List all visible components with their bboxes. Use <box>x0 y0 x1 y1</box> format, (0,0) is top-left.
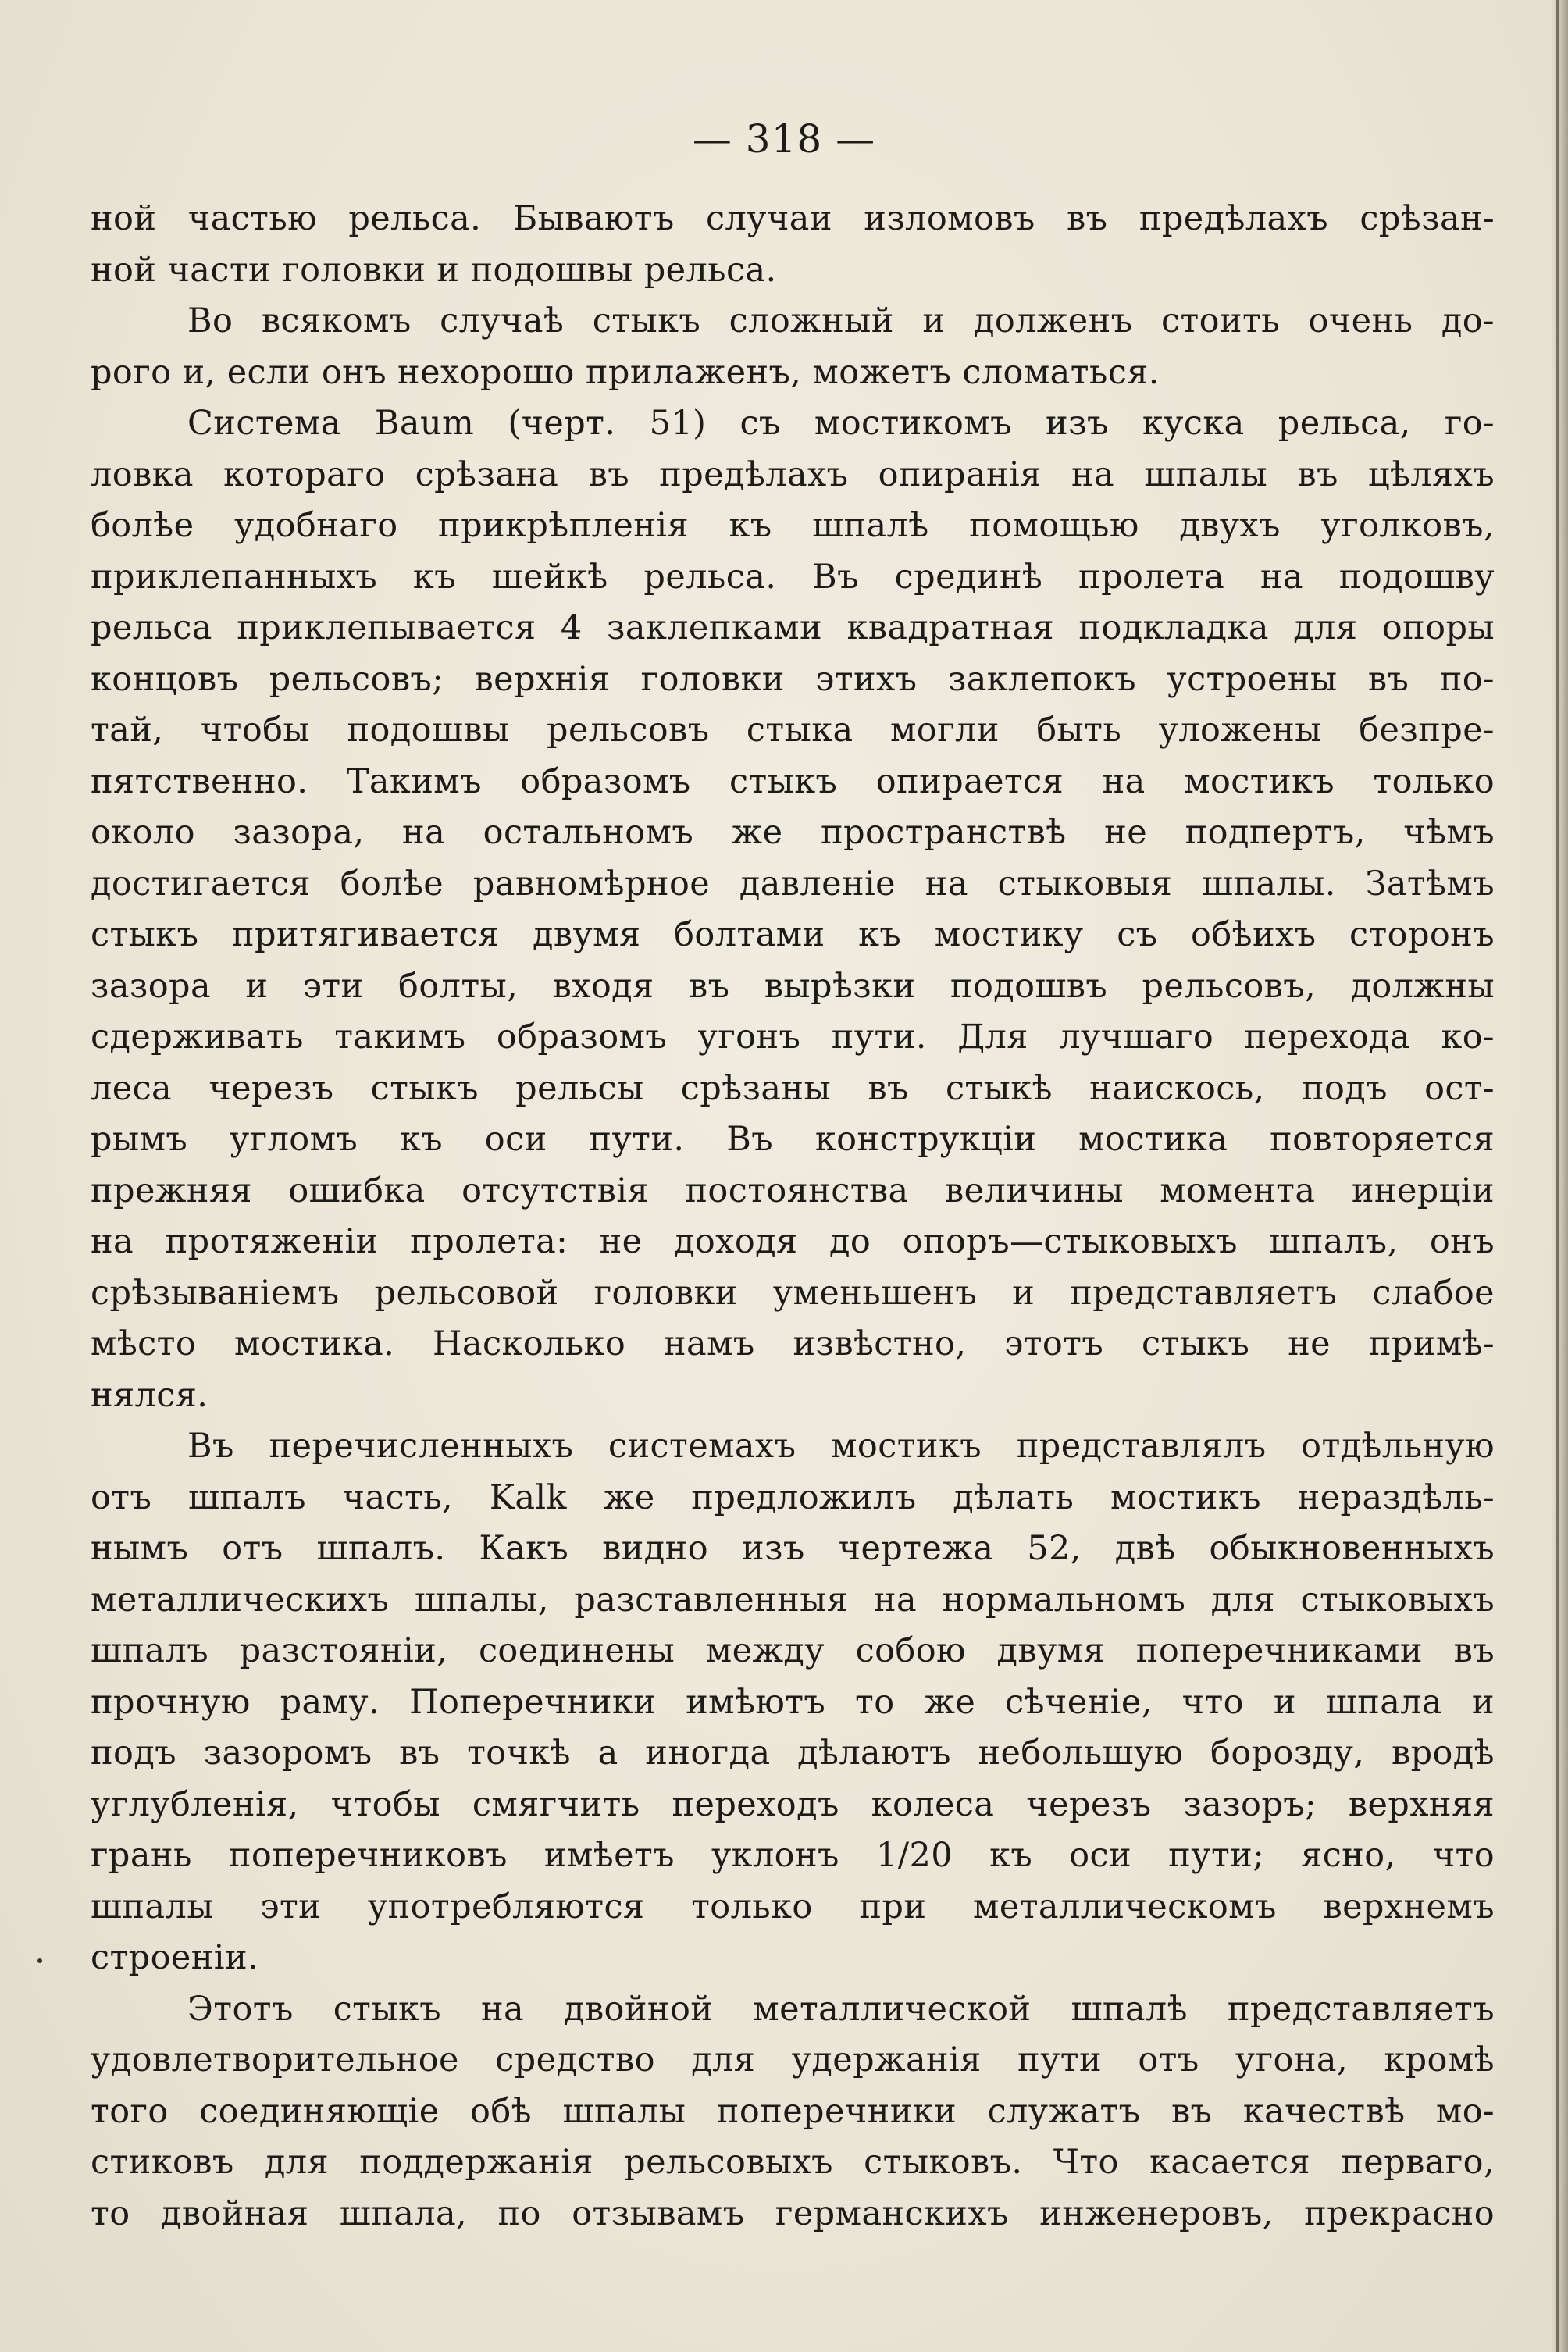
paragraph <box>91 296 1495 398</box>
text-line: рого и, если онъ нехорошо прилаженъ, можетъ сломаться. <box>91 352 1160 392</box>
text-line: шпалы эти употребляются только при металлическомъ верхнемъ <box>91 1887 1495 1926</box>
text-line: рельса приклепывается 4 заклепками квадратная подкладка для опоры <box>91 608 1495 647</box>
text-line: срѣзываніемъ рельсовой головки уменьшенъ и представляетъ слабое <box>91 1273 1495 1313</box>
text-line: сдерживать такимъ образомъ угонъ пути. Для лучшаго перехода ко- <box>91 1017 1495 1057</box>
paragraph <box>91 194 1495 296</box>
text-line: подъ зазоромъ въ точкѣ a иногда дѣлаютъ небольшую борозду, вродѣ <box>91 1734 1495 1773</box>
text-line: зазора и эти болты, входя въ вырѣзки подошвъ рельсовъ, должны <box>91 966 1495 1006</box>
text-line: шпалъ разстояніи, соединены между собою двумя поперечниками въ <box>91 1631 1495 1670</box>
text-line: рымъ угломъ къ оси пути. Въ конструкціи мостика повторяется <box>91 1120 1495 1159</box>
text-line: концовъ рельсовъ; верхнія головки этихъ заклепокъ устроены въ по- <box>91 659 1495 699</box>
text-line: грань поперечниковъ имѣетъ уклонъ 1/20 къ оси пути; ясно, что <box>91 1836 1495 1875</box>
paragraph <box>91 1984 1495 2240</box>
text-line: Во всякомъ случаѣ стыкъ сложный и долженъ стоить очень до- <box>187 301 1495 340</box>
text-line: Этотъ стыкъ на двойной металлической шпалѣ представляетъ <box>187 1989 1495 2029</box>
text-line: тай, чтобы подошвы рельсовъ стыка могли быть уложены безпре- <box>91 711 1495 750</box>
text-line: болѣе удобнаго прикрѣпленія къ шпалѣ помощью двухъ уголковъ, <box>91 506 1495 545</box>
text-line: ловка котораго срѣзана въ предѣлахъ опиранія на шпалы въ цѣляхъ <box>91 454 1495 494</box>
text-line: углубленія, чтобы смягчить переходъ колеса черезъ зазоръ; верхняя <box>91 1784 1495 1824</box>
text-line: прочную раму. Поперечники имѣютъ то же сѣченіе, что и шпала и <box>91 1682 1495 1722</box>
text-line: нялся. <box>91 1375 208 1415</box>
text-line: удовлетворительное средство для удержанія пути отъ угона, кромѣ <box>91 2040 1495 2079</box>
text-line: около зазора, на остальномъ же пространствѣ не подпертъ, чѣмъ <box>91 813 1495 852</box>
text-line: отъ шпалъ часть, Kalk же предложилъ дѣлать мостикъ нераздѣль- <box>91 1477 1495 1517</box>
text-line: ной частью рельса. Бываютъ случаи изломовъ въ предѣлахъ срѣзан- <box>91 199 1495 238</box>
page-spine-shadow <box>1551 0 1568 2352</box>
text-line: металлическихъ шпалы, разставленныя на нормальномъ для стыковыхъ <box>91 1580 1495 1620</box>
page-edge-line <box>1556 0 1559 2352</box>
text-line: того соединяющіе обѣ шпалы поперечники служатъ въ качествѣ мо- <box>91 2091 1495 2131</box>
page-number: — 318 — <box>692 116 876 162</box>
text-line: Система Baum (черт. 51) съ мостикомъ изъ куска рельса, го- <box>187 404 1495 443</box>
text-line: нымъ отъ шпалъ. Какъ видно изъ чертежа 52, двѣ обыкновенныхъ <box>91 1529 1495 1568</box>
text-line: стиковъ для поддержанія рельсовыхъ стыковъ. Что касается перваго, <box>91 2143 1495 2182</box>
text-line: строеніи. <box>91 1938 259 1977</box>
text-line: приклепанныхъ къ шейкѣ рельса. Въ срединѣ пролета на подошву <box>91 557 1495 597</box>
body-text <box>91 194 1495 2240</box>
text-line: Въ перечисленныхъ системахъ мостикъ представлялъ отдѣльную <box>187 1427 1495 1466</box>
text-line: ной части головки и подошвы рельса. <box>91 250 777 290</box>
text-line: то двойная шпала, по отзывамъ германскихъ инженеровъ, прекрасно <box>91 2193 1495 2233</box>
text-line: стыкъ притягивается двумя болтами къ мостику съ обѣихъ сторонъ <box>91 915 1495 954</box>
ink-speck <box>37 1958 42 1963</box>
paragraph <box>91 398 1495 1421</box>
text-line: на протяженіи пролета: не доходя до опоръ—стыковыхъ шпалъ, онъ <box>91 1222 1495 1261</box>
paragraph <box>91 1421 1495 1984</box>
text-line: мѣсто мостика. Насколько намъ извѣстно, этотъ стыкъ не примѣ- <box>91 1324 1495 1363</box>
text-line: достигается болѣе равномѣрное давленіе на стыковыя шпалы. Затѣмъ <box>91 864 1495 903</box>
text-line: леса черезъ стыкъ рельсы срѣзаны въ стыкѣ наискось, подъ ост- <box>91 1068 1495 1108</box>
text-line: прежняя ошибка отсутствія постоянства величины момента инерціи <box>91 1171 1495 1210</box>
text-line: пятственно. Такимъ образомъ стыкъ опирается на мостикъ только <box>91 761 1495 801</box>
